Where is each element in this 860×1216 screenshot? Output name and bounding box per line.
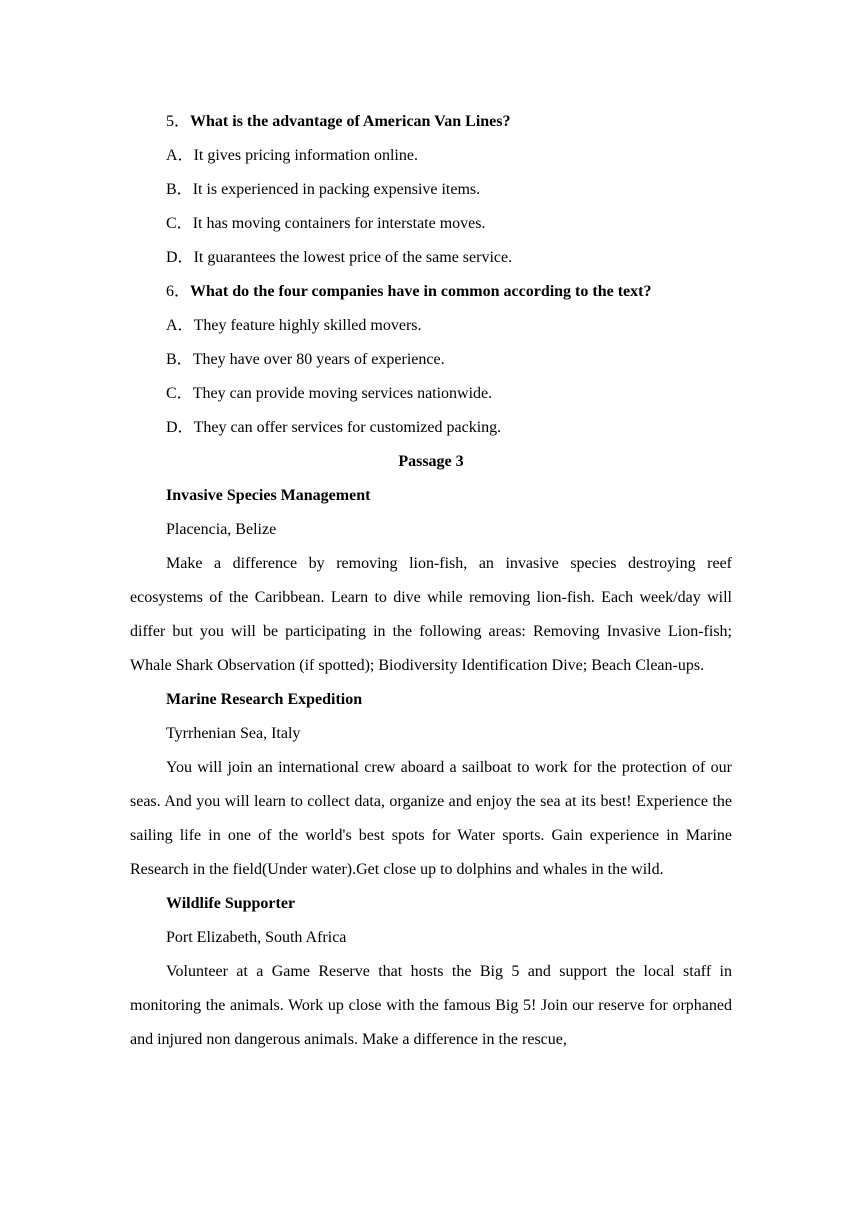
option-letter: B． [166, 181, 193, 198]
section-location: Placencia, Belize [166, 521, 277, 538]
question-number: 6． [166, 283, 191, 300]
option-text: It has moving containers for interstate moves. [192, 215, 486, 232]
document-page [130, 105, 732, 1057]
question-number: 5． [166, 113, 191, 130]
section-body: Volunteer at a Game Reserve that hosts the Big 5 and support the local staff in monitoring the animals. Work up close with the famous Big 5! Join our reserve for orphaned and injured non dangerous animals. Make a difference in the rescue, [130, 963, 732, 1048]
section-body: You will join an international crew aboard a sailboat to work for the protection of our seas. And you will learn to collect data, organize and enjoy the sea at its best! Experience the sailing life in one of the world's best spots for Water sports. Gain experience in Marine Research in the field(Under water).Get close up to dolphins and whales in the wild. [130, 759, 732, 878]
section-title: Wildlife Supporter [166, 895, 296, 912]
option-5c [130, 207, 732, 241]
question-6 [130, 275, 732, 309]
option-6a [130, 309, 732, 343]
section-location: Port Elizabeth, South Africa [166, 929, 347, 946]
option-letter: C． [166, 215, 193, 232]
question-text: What is the advantage of American Van Lines? [190, 113, 511, 130]
option-letter: D． [166, 419, 194, 436]
section-title: Marine Research Expedition [166, 691, 363, 708]
option-text: They feature highly skilled movers. [193, 317, 422, 334]
question-text: What do the four companies have in common according to the text? [190, 283, 652, 300]
question-5 [130, 105, 732, 139]
option-text: They can provide moving services nationwide. [192, 385, 493, 402]
option-letter: A． [166, 317, 194, 334]
option-text: They have over 80 years of experience. [192, 351, 445, 368]
option-text: They can offer services for customized packing. [193, 419, 502, 436]
option-letter: B． [166, 351, 193, 368]
passage-heading: Passage 3 [398, 453, 464, 470]
option-5a [130, 139, 732, 173]
option-5b [130, 173, 732, 207]
option-5d [130, 241, 732, 275]
option-text: It guarantees the lowest price of the same service. [193, 249, 513, 266]
section-body: Make a difference by removing lion-fish, an invasive species destroying reef ecosystems of the Caribbean. Learn to dive while removing lion-fish. Each week/day will differ but you will be participating in the following areas: Removing Invasive Lion-fish; Whale Shark Observation (if spotted); Biodiversity Identification Dive; Beach Clean-ups. [130, 555, 732, 674]
section-title: Invasive Species Management [166, 487, 371, 504]
option-6c [130, 377, 732, 411]
option-text: It is experienced in packing expensive items. [192, 181, 481, 198]
option-letter: A． [166, 147, 194, 164]
option-6b [130, 343, 732, 377]
option-letter: C． [166, 385, 193, 402]
option-text: It gives pricing information online. [193, 147, 418, 164]
section-location: Tyrrhenian Sea, Italy [166, 725, 301, 742]
option-letter: D． [166, 249, 194, 266]
option-6d [130, 411, 732, 445]
